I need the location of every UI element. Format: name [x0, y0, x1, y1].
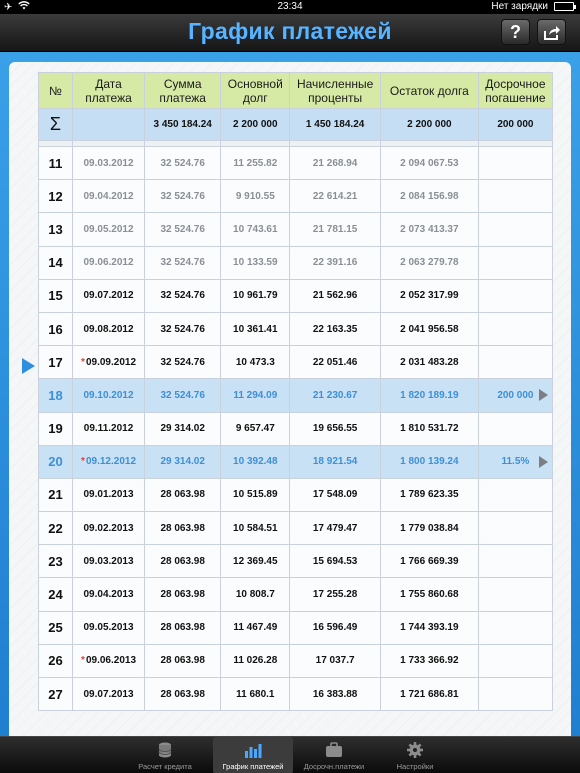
bar-chart-icon — [243, 741, 263, 759]
row-number: 24 — [39, 578, 73, 611]
disclosure-arrow-icon[interactable] — [539, 456, 548, 468]
row-date: 09.03.2013 — [72, 545, 144, 578]
row-number: 13 — [39, 213, 73, 246]
table-row[interactable] — [39, 213, 553, 246]
row-principal: 11 467.49 — [221, 611, 290, 644]
row-interest: 17 479.47 — [290, 512, 381, 545]
table-row[interactable] — [39, 678, 553, 711]
battery-text: Нет зарядки — [491, 1, 548, 12]
help-button[interactable]: ? — [501, 19, 530, 45]
row-early-text: 11.5% — [501, 456, 530, 468]
tab-label: Досрочн.платежи — [303, 762, 365, 771]
row-date — [72, 346, 144, 379]
row-number: 27 — [39, 678, 73, 711]
col-header-interest: Начисленные проценты — [290, 73, 381, 109]
row-early — [478, 412, 552, 445]
row-number: 22 — [39, 512, 73, 545]
coins-icon — [155, 741, 175, 759]
sum-symbol: Σ — [39, 109, 73, 141]
row-date-text: 09.06.2013 — [85, 655, 137, 667]
row-date: 09.04.2012 — [72, 180, 144, 213]
current-payment-marker-icon — [22, 358, 35, 374]
row-early — [478, 512, 552, 545]
row-early — [478, 478, 552, 511]
row-sum: 28 063.98 — [145, 512, 221, 545]
table-row[interactable] — [39, 611, 553, 644]
airplane-icon: ✈ — [4, 1, 13, 13]
schedule-panel — [9, 62, 571, 736]
row-interest: 18 921.54 — [290, 445, 381, 478]
row-principal: 10 133.59 — [221, 246, 290, 279]
row-interest: 21 781.15 — [290, 213, 381, 246]
row-early-text: 200 000 — [497, 389, 534, 401]
row-balance: 2 084 156.98 — [380, 180, 478, 213]
row-principal: 10 808.7 — [221, 578, 290, 611]
row-interest: 22 391.16 — [290, 246, 381, 279]
row-principal: 9 657.47 — [221, 412, 290, 445]
row-interest: 22 163.35 — [290, 312, 381, 345]
row-early — [478, 545, 552, 578]
sum-total: 3 450 184.24 — [145, 109, 221, 141]
row-early — [478, 147, 552, 180]
row-sum: 28 063.98 — [145, 678, 221, 711]
row-principal: 11 255.82 — [221, 147, 290, 180]
row-principal: 10 515.89 — [221, 478, 290, 511]
row-balance: 2 073 413.37 — [380, 213, 478, 246]
table-row[interactable] — [39, 379, 553, 412]
table-row[interactable] — [39, 246, 553, 279]
row-date: 09.03.2012 — [72, 147, 144, 180]
row-balance: 1 810 531.72 — [380, 412, 478, 445]
summary-row — [39, 109, 553, 141]
status-time: 23:34 — [277, 1, 303, 12]
col-header-balance: Остаток долга — [380, 73, 478, 109]
row-date: 09.04.2013 — [72, 578, 144, 611]
share-button[interactable] — [537, 19, 566, 45]
table-row[interactable] — [39, 545, 553, 578]
row-early — [478, 678, 552, 711]
row-balance: 1 733 366.92 — [380, 644, 478, 677]
row-interest: 21 562.96 — [290, 279, 381, 312]
sum-balance: 2 200 000 — [380, 109, 478, 141]
row-interest: 22 614.21 — [290, 180, 381, 213]
row-early — [478, 346, 552, 379]
row-number: 21 — [39, 478, 73, 511]
row-principal: 11 294.09 — [221, 379, 290, 412]
row-date: 09.11.2012 — [72, 412, 144, 445]
row-principal: 10 361.41 — [221, 312, 290, 345]
row-date: 09.10.2012 — [72, 379, 144, 412]
row-balance: 2 063 279.78 — [380, 246, 478, 279]
row-interest: 17 548.09 — [290, 478, 381, 511]
row-number: 19 — [39, 412, 73, 445]
tab-label: Расчет кредита — [138, 762, 192, 771]
col-header-sum: Сумма платежа — [145, 73, 221, 109]
row-balance: 1 789 623.35 — [380, 478, 478, 511]
row-date: 09.07.2013 — [72, 678, 144, 711]
row-sum: 28 063.98 — [145, 478, 221, 511]
row-balance: 1 744 393.19 — [380, 611, 478, 644]
row-balance: 1 779 038.84 — [380, 512, 478, 545]
row-date-text: 09.12.2012 — [85, 456, 137, 468]
row-date: 09.05.2013 — [72, 611, 144, 644]
row-sum: 32 524.76 — [145, 246, 221, 279]
row-interest: 22 051.46 — [290, 346, 381, 379]
sum-date — [72, 109, 144, 141]
row-sum: 28 063.98 — [145, 611, 221, 644]
row-balance: 2 052 317.99 — [380, 279, 478, 312]
row-date: 09.02.2013 — [72, 512, 144, 545]
row-date — [72, 644, 144, 677]
row-balance: 2 094 067.53 — [380, 147, 478, 180]
row-early — [478, 611, 552, 644]
row-early — [478, 445, 552, 478]
row-interest: 15 694.53 — [290, 545, 381, 578]
tab-early-payments[interactable] — [294, 737, 374, 773]
row-sum: 28 063.98 — [145, 545, 221, 578]
row-date-text: 09.09.2012 — [85, 356, 137, 368]
row-date: 09.08.2012 — [72, 312, 144, 345]
sum-interest: 1 450 184.24 — [290, 109, 381, 141]
row-sum: 28 063.98 — [145, 578, 221, 611]
sum-principal: 2 200 000 — [221, 109, 290, 141]
row-principal: 10 584.51 — [221, 512, 290, 545]
row-sum: 32 524.76 — [145, 379, 221, 412]
row-early — [478, 213, 552, 246]
row-sum: 32 524.76 — [145, 279, 221, 312]
col-header-early: Досрочное погашение — [478, 73, 552, 109]
table-row[interactable] — [39, 412, 553, 445]
row-interest: 16 383.88 — [290, 678, 381, 711]
row-sum: 32 524.76 — [145, 213, 221, 246]
nav-bar — [0, 14, 580, 52]
row-balance: 1 820 189.19 — [380, 379, 478, 412]
row-balance: 1 800 139.24 — [380, 445, 478, 478]
row-interest: 16 596.49 — [290, 611, 381, 644]
status-bar — [0, 0, 580, 14]
table-row[interactable] — [39, 512, 553, 545]
row-early — [478, 279, 552, 312]
note-star-icon: * — [81, 655, 85, 667]
row-sum: 29 314.02 — [145, 445, 221, 478]
row-interest: 17 037.7 — [290, 644, 381, 677]
row-balance: 2 041 956.58 — [380, 312, 478, 345]
row-number: 20 — [39, 445, 73, 478]
row-sum: 32 524.76 — [145, 312, 221, 345]
row-principal: 10 392.48 — [221, 445, 290, 478]
tab-settings[interactable] — [375, 737, 455, 773]
content-frame — [0, 52, 580, 736]
tab-payment-schedule[interactable] — [213, 737, 293, 773]
col-header-principal: Основной долг — [221, 73, 290, 109]
row-number: 26 — [39, 644, 73, 677]
col-header-date: Дата платежа — [72, 73, 144, 109]
row-date: 09.07.2012 — [72, 279, 144, 312]
col-header-number: № — [39, 73, 73, 109]
row-number: 11 — [39, 147, 73, 180]
row-sum: 32 524.76 — [145, 147, 221, 180]
row-sum: 32 524.76 — [145, 346, 221, 379]
row-balance: 1 755 860.68 — [380, 578, 478, 611]
row-balance: 1 766 669.39 — [380, 545, 478, 578]
note-star-icon: * — [81, 356, 85, 368]
disclosure-arrow-icon[interactable] — [539, 389, 548, 401]
row-number: 17 — [39, 346, 73, 379]
table-header-row — [39, 73, 553, 109]
row-balance: 1 721 686.81 — [380, 678, 478, 711]
row-principal: 10 961.79 — [221, 279, 290, 312]
status-right — [491, 1, 574, 12]
table-row[interactable] — [39, 445, 553, 478]
row-balance: 2 031 483.28 — [380, 346, 478, 379]
row-interest: 21 268.94 — [290, 147, 381, 180]
row-date: 09.05.2012 — [72, 213, 144, 246]
row-number: 14 — [39, 246, 73, 279]
table-row[interactable] — [39, 578, 553, 611]
row-date: 09.06.2012 — [72, 246, 144, 279]
row-number: 12 — [39, 180, 73, 213]
row-early — [478, 246, 552, 279]
row-number: 16 — [39, 312, 73, 345]
tab-loan-calc[interactable] — [125, 737, 205, 773]
table-row[interactable] — [39, 312, 553, 345]
row-date — [72, 445, 144, 478]
row-early — [478, 312, 552, 345]
row-early — [478, 180, 552, 213]
row-number: 25 — [39, 611, 73, 644]
table-row[interactable] — [39, 644, 553, 677]
row-number: 15 — [39, 279, 73, 312]
note-star-icon: * — [81, 456, 85, 468]
row-principal: 11 026.28 — [221, 644, 290, 677]
table-row[interactable] — [39, 180, 553, 213]
tab-label: График платежей — [222, 762, 284, 771]
briefcase-icon — [324, 741, 344, 759]
payment-schedule-table — [38, 72, 553, 711]
tab-label: Настройки — [396, 762, 434, 771]
row-sum: 32 524.76 — [145, 180, 221, 213]
row-principal: 10 743.61 — [221, 213, 290, 246]
share-icon — [543, 25, 561, 41]
row-interest: 17 255.28 — [290, 578, 381, 611]
sum-early: 200 000 — [478, 109, 552, 141]
row-sum: 29 314.02 — [145, 412, 221, 445]
table-row[interactable] — [39, 147, 553, 180]
table-row[interactable] — [39, 279, 553, 312]
table-row[interactable] — [39, 346, 553, 379]
row-date: 09.01.2013 — [72, 478, 144, 511]
row-sum: 28 063.98 — [145, 644, 221, 677]
row-early — [478, 379, 552, 412]
row-early — [478, 578, 552, 611]
gear-icon — [405, 741, 425, 759]
row-principal: 12 369.45 — [221, 545, 290, 578]
row-principal: 9 910.55 — [221, 180, 290, 213]
row-principal: 11 680.1 — [221, 678, 290, 711]
page-title: График платежей — [188, 18, 392, 44]
table-row[interactable] — [39, 478, 553, 511]
row-principal: 10 473.3 — [221, 346, 290, 379]
row-number: 23 — [39, 545, 73, 578]
row-interest: 21 230.67 — [290, 379, 381, 412]
row-interest: 19 656.55 — [290, 412, 381, 445]
tab-bar — [0, 736, 580, 773]
row-number: 18 — [39, 379, 73, 412]
battery-icon — [554, 2, 574, 11]
row-early — [478, 644, 552, 677]
